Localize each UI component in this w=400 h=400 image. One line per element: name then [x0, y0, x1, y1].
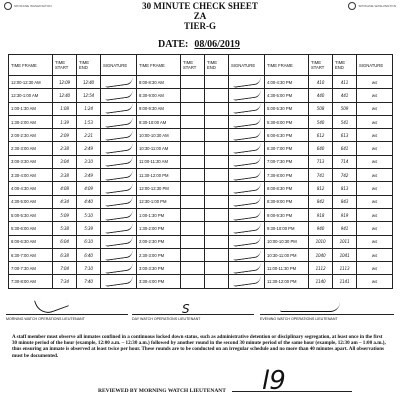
signature-cell [229, 102, 265, 115]
time-start-cell: 612 [309, 129, 333, 142]
time-frame-cell: 6:30-7:00 AM [9, 248, 53, 261]
signature-cell [101, 262, 137, 275]
column-header: SIGNATURE [357, 55, 393, 76]
time-end-cell [205, 262, 229, 275]
time-end-cell: 919 [333, 208, 357, 221]
signature-cell [229, 115, 265, 128]
time-start-cell: 4:34 [53, 195, 77, 208]
signature-cell: ws [357, 142, 393, 155]
time-end-cell: 7:40 [77, 275, 101, 288]
handwritten-signature [104, 117, 133, 128]
time-frame-cell: 6:00-6:30 PM [265, 129, 309, 142]
time-end-cell [205, 208, 229, 221]
time-end-cell [205, 275, 229, 288]
handwritten-signature [232, 143, 261, 154]
time-end-cell: 4:09 [77, 182, 101, 195]
time-end-cell [205, 182, 229, 195]
time-frame-cell: 5:00-5:30 PM [265, 102, 309, 115]
table-row [9, 275, 393, 288]
time-end-cell: 1011 [333, 235, 357, 248]
time-start-cell [181, 275, 205, 288]
table-row [9, 89, 393, 102]
signature-cell [101, 169, 137, 182]
time-start-cell: 6:38 [53, 248, 77, 261]
handwritten-signature [232, 90, 261, 101]
signature-cell [101, 275, 137, 288]
signature-cell: ws [357, 89, 393, 102]
table-row [9, 235, 393, 248]
time-start-cell: 508 [309, 102, 333, 115]
column-header: TIME FRAME [265, 55, 309, 76]
time-start-cell: 940 [309, 222, 333, 235]
morning-lieutenant-block [6, 292, 128, 328]
handwritten-signature [232, 223, 261, 234]
table-row [9, 182, 393, 195]
handwritten-signature [104, 210, 133, 221]
time-frame-cell: 3:30-4:00 AM [9, 169, 53, 182]
signature-cell [101, 129, 137, 142]
time-frame-cell: 1:30-2:00 AM [9, 115, 53, 128]
time-frame-cell: 4:00-4:30 AM [9, 182, 53, 195]
date-value: 08/06/2019 [194, 39, 240, 50]
table-row [9, 208, 393, 221]
time-end-cell: 1:24 [77, 102, 101, 115]
time-end-cell [205, 155, 229, 168]
signature-cell [229, 89, 265, 102]
time-start-cell [181, 208, 205, 221]
time-frame-cell: 11:00-11:30 PM [265, 262, 309, 275]
signature-cell: ws [357, 222, 393, 235]
handwritten-signature [232, 183, 261, 194]
handwritten-signature [104, 236, 133, 247]
table-row [9, 129, 393, 142]
time-end-cell: 641 [333, 142, 357, 155]
time-end-cell: 2:21 [77, 129, 101, 142]
handwritten-signature [104, 130, 133, 141]
time-start-cell: 5:38 [53, 222, 77, 235]
time-end-cell [205, 102, 229, 115]
signature-cell [101, 102, 137, 115]
table-row [9, 102, 393, 115]
handwritten-signature [104, 276, 133, 287]
time-end-cell: 541 [333, 115, 357, 128]
time-start-cell: 2:09 [53, 129, 77, 142]
signature-line [260, 292, 394, 315]
time-frame-cell: 4:00-4:30 PM [265, 76, 309, 89]
signature-line [132, 292, 254, 315]
time-start-cell: 540 [309, 115, 333, 128]
time-end-cell: 4:40 [77, 195, 101, 208]
signature-cell: ws [357, 182, 393, 195]
time-end-cell: 813 [333, 182, 357, 195]
time-end-cell [205, 129, 229, 142]
column-header: TIME END [333, 55, 357, 76]
time-start-cell: 5:09 [53, 208, 77, 221]
handwritten-signature [104, 170, 133, 181]
handwritten-signature [104, 157, 133, 168]
time-frame-cell: 11:00-11:30 AM [137, 155, 181, 168]
time-end-cell: 6:40 [77, 248, 101, 261]
signature-line [232, 391, 352, 392]
signature-cell [101, 208, 137, 221]
time-frame-cell: 8:00-8:30 PM [265, 182, 309, 195]
time-start-cell [181, 142, 205, 155]
handwritten-signature [232, 130, 261, 141]
handwritten-signature [232, 276, 261, 287]
handwritten-signature [232, 263, 261, 274]
handwritten-signature [34, 290, 69, 317]
morning-lieutenant-label: MORNING WATCH OPERATIONS LIEUTENANT [6, 317, 85, 321]
time-frame-cell: 1:30-2:00 PM [137, 222, 181, 235]
time-frame-cell: 9:30-10:00 PM [265, 222, 309, 235]
signature-cell [101, 195, 137, 208]
logo-text: SPOKANE WASHINGTON [358, 3, 396, 8]
signature-cell: ws [357, 262, 393, 275]
time-start-cell: 3:38 [53, 169, 77, 182]
time-frame-cell: 5:30-6:00 AM [9, 222, 53, 235]
time-frame-cell: 2:30-3:00 AM [9, 142, 53, 155]
time-frame-cell: 3:00-3:30 AM [9, 155, 53, 168]
time-start-cell [181, 182, 205, 195]
table-body [9, 76, 393, 289]
handwritten-signature [104, 77, 133, 88]
column-header: TIME START [309, 55, 333, 76]
time-end-cell: 3:49 [77, 169, 101, 182]
signature-cell: ws [357, 195, 393, 208]
time-end-cell: 1113 [333, 262, 357, 275]
time-frame-cell: 10:30-11:00 PM [265, 248, 309, 261]
table-row [9, 115, 393, 128]
time-end-cell: 441 [333, 89, 357, 102]
signature-cell [229, 262, 265, 275]
time-frame-cell: 7:00-7:30 PM [265, 155, 309, 168]
signature-cell: ws [357, 76, 393, 89]
time-frame-cell: 10:00-10:30 PM [265, 235, 309, 248]
time-start-cell: 440 [309, 89, 333, 102]
handwritten-signature [104, 223, 133, 234]
time-frame-cell: 4:30-5:00 PM [265, 89, 309, 102]
time-frame-cell: 2:30-3:00 PM [137, 248, 181, 261]
time-end-cell [205, 142, 229, 155]
time-start-cell: 7:04 [53, 262, 77, 275]
time-start-cell [181, 248, 205, 261]
handwritten-signature [104, 103, 133, 114]
signature-cell [229, 235, 265, 248]
time-start-cell: 7:34 [53, 275, 77, 288]
time-end-cell: 6:10 [77, 235, 101, 248]
time-frame-cell: 10:00-10:30 AM [137, 129, 181, 142]
time-start-cell [181, 169, 205, 182]
time-end-cell: 1041 [333, 248, 357, 261]
signature-cell [101, 182, 137, 195]
time-end-cell: 12:54 [77, 89, 101, 102]
time-frame-cell: 8:00-8:30 AM [137, 76, 181, 89]
time-start-cell [181, 89, 205, 102]
time-frame-cell: 3:00-3:30 PM [137, 262, 181, 275]
time-start-cell: 410 [309, 76, 333, 89]
time-end-cell: 742 [333, 169, 357, 182]
table-row [9, 222, 393, 235]
time-frame-cell: 9:00-9:30 AM [137, 102, 181, 115]
signature-cell: ws [357, 129, 393, 142]
signature-cell: ws [357, 102, 393, 115]
time-end-cell [205, 235, 229, 248]
time-end-cell: 12:40 [77, 76, 101, 89]
time-start-cell [181, 129, 205, 142]
time-frame-cell: 12:00-12:30 AM [9, 76, 53, 89]
time-end-cell: 411 [333, 76, 357, 89]
column-header: TIME END [77, 55, 101, 76]
time-frame-cell: 10:30-11:00 AM [137, 142, 181, 155]
handwritten-signature [232, 117, 261, 128]
time-start-cell: 2:38 [53, 142, 77, 155]
time-frame-cell: 7:30-8:00 PM [265, 169, 309, 182]
time-frame-cell: 11:30-12:00 PM [137, 169, 181, 182]
time-frame-cell: 7:00-7:30 AM [9, 262, 53, 275]
unit-label: ZA [193, 11, 207, 21]
signature-cell [229, 169, 265, 182]
logo-text: SPOKANE WASHINGTON [14, 3, 52, 8]
time-start-cell [181, 115, 205, 128]
time-frame-cell: 4:30-5:00 AM [9, 195, 53, 208]
reviewer-signature: l9 [262, 366, 286, 396]
signature-cell [229, 275, 265, 288]
time-frame-cell: 9:30-10:00 AM [137, 115, 181, 128]
signature-cell: ws [357, 208, 393, 221]
handwritten-signature [232, 170, 261, 181]
time-frame-cell: 2:00-2:30 AM [9, 129, 53, 142]
table-row [9, 169, 393, 182]
time-end-cell: 843 [333, 195, 357, 208]
column-header: TIME END [205, 55, 229, 76]
column-header: SIGNATURE [229, 55, 265, 76]
signature-cell [229, 222, 265, 235]
time-start-cell: 1010 [309, 235, 333, 248]
handwritten-signature [232, 250, 261, 261]
handwritten-signature [104, 250, 133, 261]
signature-cell [101, 76, 137, 89]
time-end-cell [205, 76, 229, 89]
time-frame-cell: 8:30-9:00 PM [265, 195, 309, 208]
time-start-cell: 12:40 [53, 89, 77, 102]
signature-cell [101, 89, 137, 102]
column-header: SIGNATURE [101, 55, 137, 76]
time-start-cell: 4:08 [53, 182, 77, 195]
table-row [9, 195, 393, 208]
handwritten-signature [104, 143, 133, 154]
column-header: TIME FRAME [9, 55, 53, 76]
time-frame-cell: 5:00-5:30 AM [9, 208, 53, 221]
time-start-cell [181, 222, 205, 235]
time-end-cell: 5:10 [77, 208, 101, 221]
signature-cell [101, 142, 137, 155]
time-end-cell: 509 [333, 102, 357, 115]
time-end-cell [205, 248, 229, 261]
evening-lieutenant-label: EVENING WATCH OPERATIONS LIEUTENANT [260, 317, 338, 321]
observation-policy-notice: A staff member must observe all inmates confined in a continuous locked down status, such as administrative detention or disciplinary segregation, at least once in the first 30 minute period of the hour (example, 12:00 a.m. – 12:30 a.m.) followed by another round in the second 30 minute period of the same hour (example, 12:30 am – 1:00 a.m.), thus ensuring an inmate is observed at least twice per hour. These rounds are to be conducted on an irregular schedule and no more than 40 minutes apart. All observations must be documented. [12, 334, 386, 359]
time-frame-cell: 3:30-4:00 PM [137, 275, 181, 288]
column-header: TIME START [53, 55, 77, 76]
time-start-cell: 3:04 [53, 155, 77, 168]
time-end-cell: 1141 [333, 275, 357, 288]
time-end-cell: 613 [333, 129, 357, 142]
table-header-row [9, 55, 393, 76]
time-frame-cell: 11:30-12:00 PM [265, 275, 309, 288]
time-end-cell [205, 115, 229, 128]
date-line [158, 39, 240, 50]
time-frame-cell: 2:00-2:30 PM [137, 235, 181, 248]
time-end-cell: 7:10 [77, 262, 101, 275]
time-start-cell [181, 155, 205, 168]
time-start-cell: 918 [309, 208, 333, 221]
evening-lieutenant-block [260, 292, 394, 328]
signature-cell [101, 155, 137, 168]
signature-line [6, 292, 128, 315]
day-lieutenant-label: DAY WATCH OPERATIONS LIEUTENANT [132, 317, 201, 321]
time-start-cell: 6:04 [53, 235, 77, 248]
handwritten-signature [232, 196, 261, 207]
table-row [9, 142, 393, 155]
time-start-cell: 1:08 [53, 102, 77, 115]
time-start-cell: 12:09 [53, 76, 77, 89]
signature-cell [229, 129, 265, 142]
signature-cell [229, 76, 265, 89]
handwritten-signature [104, 183, 133, 194]
signature-cell [101, 222, 137, 235]
signature-cell [101, 248, 137, 261]
signature-cell: ws [357, 235, 393, 248]
time-end-cell: 5:39 [77, 222, 101, 235]
time-start-cell [181, 76, 205, 89]
time-start-cell: 640 [309, 142, 333, 155]
table-row [9, 262, 393, 275]
time-start-cell: 1:39 [53, 115, 77, 128]
table-row [9, 155, 393, 168]
handwritten-signature [232, 77, 261, 88]
column-header: TIME START [181, 55, 205, 76]
time-frame-cell: 12:30-1:00 AM [9, 89, 53, 102]
time-end-cell: 2:49 [77, 142, 101, 155]
handwritten-signature [232, 157, 261, 168]
signature-cell: ws [357, 248, 393, 261]
column-header: TIME FRAME [137, 55, 181, 76]
signature-cell [229, 208, 265, 221]
time-frame-cell: 1:00-1:30 PM [137, 208, 181, 221]
time-start-cell [181, 195, 205, 208]
time-start-cell [181, 262, 205, 275]
table-row [9, 248, 393, 261]
signature-cell [229, 142, 265, 155]
time-start-cell: 842 [309, 195, 333, 208]
time-start-cell [181, 102, 205, 115]
signature-cell [229, 182, 265, 195]
time-start-cell: 1112 [309, 262, 333, 275]
handwritten-signature [232, 236, 261, 247]
day-lieutenant-block [132, 292, 254, 328]
signature-cell: ws [357, 155, 393, 168]
time-frame-cell: 7:30-8:00 AM [9, 275, 53, 288]
signature-cell: ws [357, 169, 393, 182]
signature-cell [101, 115, 137, 128]
time-frame-cell: 9:00-9:30 PM [265, 208, 309, 221]
signature-cell: ws [357, 115, 393, 128]
handwritten-signature [280, 301, 340, 312]
time-end-cell [205, 222, 229, 235]
time-frame-cell: 8:30-9:00 AM [137, 89, 181, 102]
sheet-title: 30 MINUTE CHECK SHEET [142, 1, 258, 11]
signature-cell [229, 155, 265, 168]
signature-cell [229, 248, 265, 261]
time-end-cell: 1:53 [77, 115, 101, 128]
time-start-cell: 1040 [309, 248, 333, 261]
handwritten-signature [104, 196, 133, 207]
signature-cell [229, 195, 265, 208]
time-frame-cell: 6:00-6:30 AM [9, 235, 53, 248]
time-start-cell: 713 [309, 155, 333, 168]
time-start-cell: 741 [309, 169, 333, 182]
date-label: DATE: [158, 39, 189, 50]
time-end-cell [205, 195, 229, 208]
table-row [9, 76, 393, 89]
handwritten-signature [104, 90, 133, 101]
time-start-cell: 812 [309, 182, 333, 195]
reviewed-by-line [98, 388, 352, 394]
time-frame-cell: 5:30-6:00 PM [265, 115, 309, 128]
handwritten-signature [232, 210, 261, 221]
reviewed-label: REVIEWED BY MORNING WATCH LIEUTENANT [98, 388, 226, 394]
time-frame-cell: 1:00-1:30 AM [9, 102, 53, 115]
time-frame-cell: 6:30-7:00 PM [265, 142, 309, 155]
check-sheet-table [8, 54, 393, 289]
signature-cell [101, 235, 137, 248]
time-start-cell [181, 235, 205, 248]
time-end-cell: 3:10 [77, 155, 101, 168]
handwritten-signature [104, 263, 133, 274]
tier-label: TIER-G [183, 21, 216, 31]
time-frame-cell: 12:30-1:00 PM [137, 195, 181, 208]
time-end-cell: 941 [333, 222, 357, 235]
time-end-cell [205, 89, 229, 102]
signature-cell: ws [357, 275, 393, 288]
time-end-cell: 714 [333, 155, 357, 168]
time-start-cell: 1140 [309, 275, 333, 288]
time-frame-cell: 12:00-12:30 PM [137, 182, 181, 195]
handwritten-signature [232, 103, 261, 114]
time-end-cell [205, 169, 229, 182]
handwritten-signature: S [182, 301, 190, 316]
